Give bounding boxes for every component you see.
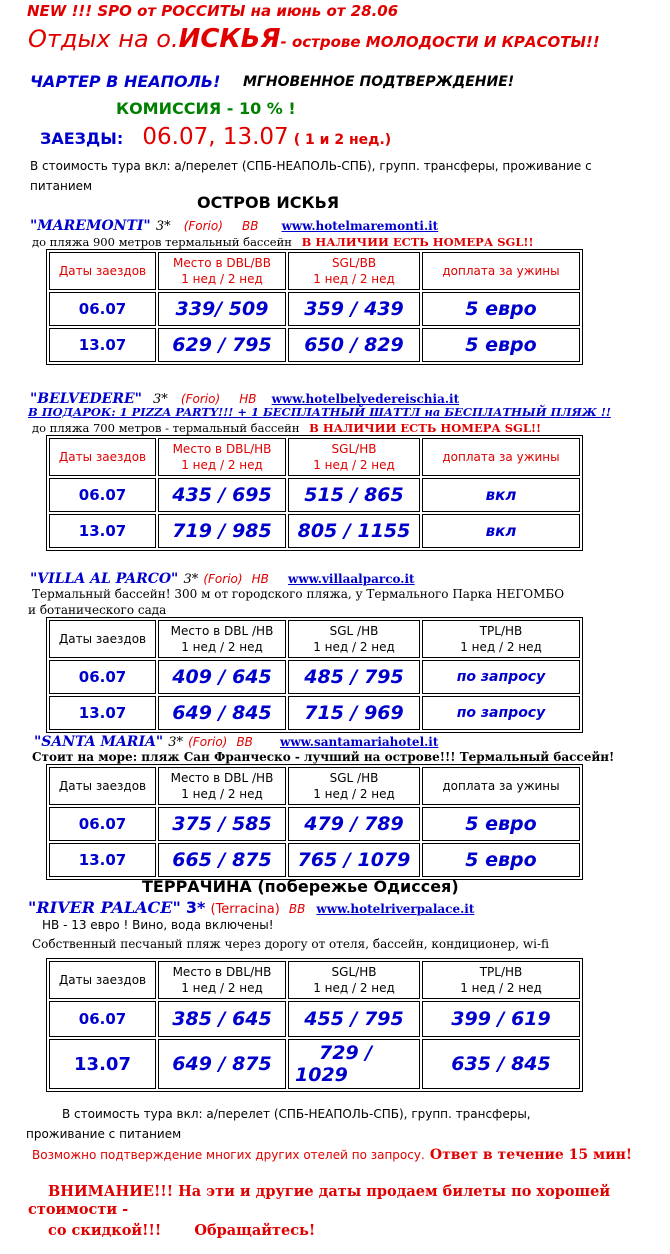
price-extra: 5 евро (422, 328, 580, 362)
price-sgl (288, 1039, 420, 1089)
header-dbl (158, 961, 286, 999)
table-row (49, 1001, 580, 1037)
ischia-headline (28, 24, 600, 54)
table-row (49, 660, 580, 694)
hotel-url-link[interactable]: www.hotelriverpalace.it (316, 902, 475, 916)
price-tpl: 399 / 619 (422, 1001, 580, 1037)
price-dbl: 409 / 645 (158, 660, 286, 694)
hotel-note: HB - 13 евро ! Вино, вода включены! (42, 918, 274, 932)
footer-includes-2: проживание с питанием (26, 1127, 182, 1141)
headline-suffix: - острове МОЛОДОСТИ И КРАСОТЫ!! (280, 33, 600, 51)
header-tpl (422, 961, 580, 999)
header-tpl-label: TPL/HB (479, 624, 523, 638)
footer-contact: Обращайтесь! (194, 1222, 316, 1239)
header-dbl (158, 620, 286, 658)
footer-possible (32, 1144, 632, 1163)
hotel-place: (Forio) (180, 392, 221, 406)
price-sgl: 455 / 795 (288, 1001, 420, 1037)
price-sgl: 515 / 865 (288, 478, 420, 512)
header-dbl-label: Место в DBL/HB (172, 965, 272, 979)
price-dbl: 649 / 845 (158, 696, 286, 730)
header-dbl-label: Место в DBL /HB (170, 624, 274, 638)
footer-answer: Ответ в течение 15 мин! (429, 1147, 632, 1163)
table-row (49, 696, 580, 730)
row-date: 06.07 (49, 660, 156, 694)
price-table-santa (46, 764, 583, 880)
header-tpl-label: TPL/HB (479, 965, 523, 979)
header-dates: Даты заездов (49, 620, 156, 658)
footer-includes-1: В стоимость тура вкл: а/перелет (СПБ-НЕАПОЛЬ-СПБ), групп. трансферы, (62, 1107, 531, 1121)
header-dbl-label: Место в DBL /HB (170, 771, 274, 785)
price-dbl: 649 / 875 (158, 1039, 286, 1089)
header-sgl-weeks: 1 нед / 2 нед (313, 458, 395, 472)
price-dbl: 665 / 875 (158, 843, 286, 877)
price-sgl: 359 / 439 (288, 292, 420, 326)
header-dates: Даты заездов (49, 767, 156, 805)
price-dbl: 629 / 795 (158, 328, 286, 362)
footer-possible-text: Возможно подтверждение многих других отелей по запросу. (32, 1148, 425, 1162)
hotel-river-header (28, 898, 474, 917)
header-dbl-label: Место в DBL/BB (172, 256, 272, 270)
arrivals-dates: 06.07, 13.07 (142, 124, 289, 150)
price-sgl-line1: 729 / (319, 1042, 373, 1064)
price-sgl: 715 / 969 (288, 696, 420, 730)
header-sgl-label: SGL /HB (329, 624, 379, 638)
hotel-url-link[interactable]: www.hotelmaremonti.it (281, 219, 439, 233)
hotel-place: (Forio) (203, 572, 243, 586)
arrivals-weeks: ( 1 и 2 нед.) (293, 132, 392, 148)
headline-prefix: Отдых на о. (28, 25, 179, 53)
price-tpl: 635 / 845 (422, 1039, 580, 1089)
price-dbl: 719 / 985 (158, 514, 286, 548)
hotel-board: HB (239, 392, 257, 406)
hotel-stars: 3* (168, 735, 184, 750)
header-extra: доплата за ужины (422, 252, 580, 290)
table-row (49, 514, 580, 548)
price-dbl: 339/ 509 (158, 292, 286, 326)
instant-confirmation: МГНОВЕННОЕ ПОДТВЕРЖДЕНИЕ! (243, 74, 515, 90)
hotel-stars: 3* (153, 392, 168, 407)
section-ischia: ОСТРОВ ИСКЬЯ (197, 193, 340, 212)
price-dbl: 385 / 645 (158, 1001, 286, 1037)
header-tpl-weeks: 1 нед / 2 нед (460, 981, 542, 995)
header-dbl-weeks: 1 нед / 2 нед (181, 640, 263, 654)
hotel-name: "VILLA AL PARCO" (30, 571, 179, 587)
row-date: 06.07 (49, 1001, 156, 1037)
price-extra: вкл (422, 514, 580, 548)
arrivals-label: ЗАЕЗДЫ: (40, 129, 124, 148)
header-sgl-weeks: 1 нед / 2 нед (313, 272, 395, 286)
hotel-name: "MAREMONTI" (30, 218, 151, 234)
header-sgl-label: SGL /HB (329, 771, 379, 785)
row-date: 13.07 (49, 696, 156, 730)
header-dbl-weeks: 1 нед / 2 нед (181, 787, 263, 801)
section-terracina: ТЕРРАЧИНА (побережье Одиссея) (142, 877, 459, 896)
price-sgl: 479 / 789 (288, 807, 420, 841)
header-dbl-weeks: 1 нед / 2 нед (181, 981, 263, 995)
price-dbl: 435 / 695 (158, 478, 286, 512)
price-tpl: по запросу (422, 660, 580, 694)
hotel-board: BB (242, 219, 259, 233)
row-date: 06.07 (49, 478, 156, 512)
footer-attention-2: стоимости - (28, 1201, 129, 1218)
hotel-villa-header (30, 568, 415, 587)
hotel-santa-header (34, 731, 438, 750)
hotel-availability: В НАЛИЧИИ ЕСТЬ НОМЕРА SGL!! (301, 235, 534, 249)
hotel-url-link[interactable]: www.villaalparco.it (288, 572, 415, 586)
charter-label: ЧАРТЕР В НЕАПОЛЬ! (30, 72, 221, 91)
price-extra: 5 евро (422, 843, 580, 877)
hotel-name: "SANTA MARIA" (34, 734, 164, 750)
promo-title: NEW !!! SPO от РОССИТЫ на июнь от 28.06 (27, 2, 399, 20)
header-extra: доплата за ужины (422, 438, 580, 476)
header-dbl (158, 767, 286, 805)
header-sgl (288, 252, 420, 290)
hotel-url-link[interactable]: www.hotelbelvedereischia.it (271, 392, 460, 406)
table-row (49, 328, 580, 362)
table-row (49, 1039, 580, 1089)
header-dbl (158, 438, 286, 476)
price-extra: 5 евро (422, 292, 580, 326)
price-table-villa (46, 617, 583, 733)
hotel-desc (32, 421, 541, 435)
hotel-place: (Forio) (183, 219, 223, 233)
header-dbl (158, 252, 286, 290)
hotel-place: (Forio) (188, 735, 228, 749)
header-dbl-weeks: 1 нед / 2 нед (181, 272, 263, 286)
hotel-desc-2: и ботанического сада (28, 603, 167, 617)
price-table-maremonti (46, 249, 583, 365)
arrivals-line (40, 124, 391, 150)
hotel-name: "BELVEDERE" (30, 391, 142, 407)
header-sgl (288, 961, 420, 999)
price-sgl: 805 / 1155 (288, 514, 420, 548)
hotel-availability: В НАЛИЧИИ ЕСТЬ НОМЕРА SGL!! (309, 421, 542, 435)
header-sgl-weeks: 1 нед / 2 нед (313, 787, 395, 801)
hotel-stars: 3* (183, 572, 199, 587)
hotel-desc-text: до пляжа 700 метров - термальный бассейн (32, 421, 300, 435)
header-extra: доплата за ужины (422, 767, 580, 805)
hotel-stars: 3* (185, 898, 206, 917)
header-sgl-label: SGL/HB (331, 442, 377, 456)
price-sgl: 650 / 829 (288, 328, 420, 362)
header-tpl-weeks: 1 нед / 2 нед (460, 640, 542, 654)
header-sgl (288, 767, 420, 805)
hotel-place: (Terracina) (210, 902, 280, 917)
table-row (49, 292, 580, 326)
hotel-board: BB (288, 902, 306, 916)
price-sgl-line2: 1029 (295, 1064, 348, 1086)
hotel-maremonti-header (30, 215, 438, 234)
table-row (49, 807, 580, 841)
header-sgl (288, 620, 420, 658)
header-dates: Даты заездов (49, 252, 156, 290)
table-row (49, 843, 580, 877)
header-dates: Даты заездов (49, 438, 156, 476)
footer-discount: со скидкой!!! (48, 1222, 162, 1239)
hotel-desc: Термальный бассейн! 300 м от городского пляжа, у Термального Парка НЕГОМБО (32, 587, 565, 601)
hotel-board: BB (236, 735, 253, 749)
price-sgl: 485 / 795 (288, 660, 420, 694)
headline-ischia: ИСКЬЯ (178, 24, 281, 54)
hotel-url-link[interactable]: www.santamariahotel.it (280, 735, 439, 749)
price-table-belvedere (46, 435, 583, 551)
header-sgl-weeks: 1 нед / 2 нед (313, 981, 395, 995)
price-tpl: по запросу (422, 696, 580, 730)
price-dbl: 375 / 585 (158, 807, 286, 841)
row-date: 13.07 (49, 328, 156, 362)
row-date: 13.07 (49, 843, 156, 877)
row-date: 13.07 (49, 1039, 156, 1089)
row-date: 13.07 (49, 514, 156, 548)
footer-attention-1: ВНИМАНИЕ!!! На эти и другие даты продаем билеты по хорошей (48, 1183, 611, 1200)
price-table-river (46, 958, 583, 1092)
price-extra: 5 евро (422, 807, 580, 841)
hotel-stars: 3* (155, 219, 171, 234)
hotel-name: "RIVER PALACE" (28, 898, 181, 917)
hotel-desc (32, 235, 534, 249)
row-date: 06.07 (49, 807, 156, 841)
hotel-desc: Собственный песчаный пляж через дорогу от отеля, бассейн, кондиционер, wi-fi (32, 937, 550, 951)
tour-includes: В стоимость тура вкл: а/перелет (СПБ-НЕАПОЛЬ-СПБ), групп. трансферы, проживание с питанием (30, 159, 592, 193)
header-sgl (288, 438, 420, 476)
hotel-desc-text: до пляжа 900 метров термальный бассейн (32, 235, 292, 249)
commission: КОМИССИЯ - 10 % ! (116, 99, 296, 118)
hotel-desc: Стоит на море: пляж Сан Франческо - лучший на острове!!! Термальный бассейн! (32, 750, 615, 764)
price-extra: вкл (422, 478, 580, 512)
header-dates: Даты заездов (49, 961, 156, 999)
header-tpl (422, 620, 580, 658)
header-dbl-weeks: 1 нед / 2 нед (181, 458, 263, 472)
header-dbl-label: Место в DBL/HB (172, 442, 272, 456)
hotel-board: HB (251, 572, 269, 586)
row-date: 06.07 (49, 292, 156, 326)
header-sgl-weeks: 1 нед / 2 нед (313, 640, 395, 654)
header-sgl-label: SGL/BB (331, 256, 377, 270)
table-row (49, 478, 580, 512)
header-sgl-label: SGL/HB (331, 965, 377, 979)
price-sgl: 765 / 1079 (288, 843, 420, 877)
footer-attention-3 (48, 1222, 315, 1239)
hotel-gift: В ПОДАРОК: 1 PIZZA PARTY!!! + 1 БЕСПЛАТНЫЙ ШАТТЛ на БЕСПЛАТНЫЙ ПЛЯЖ !! (28, 405, 611, 419)
